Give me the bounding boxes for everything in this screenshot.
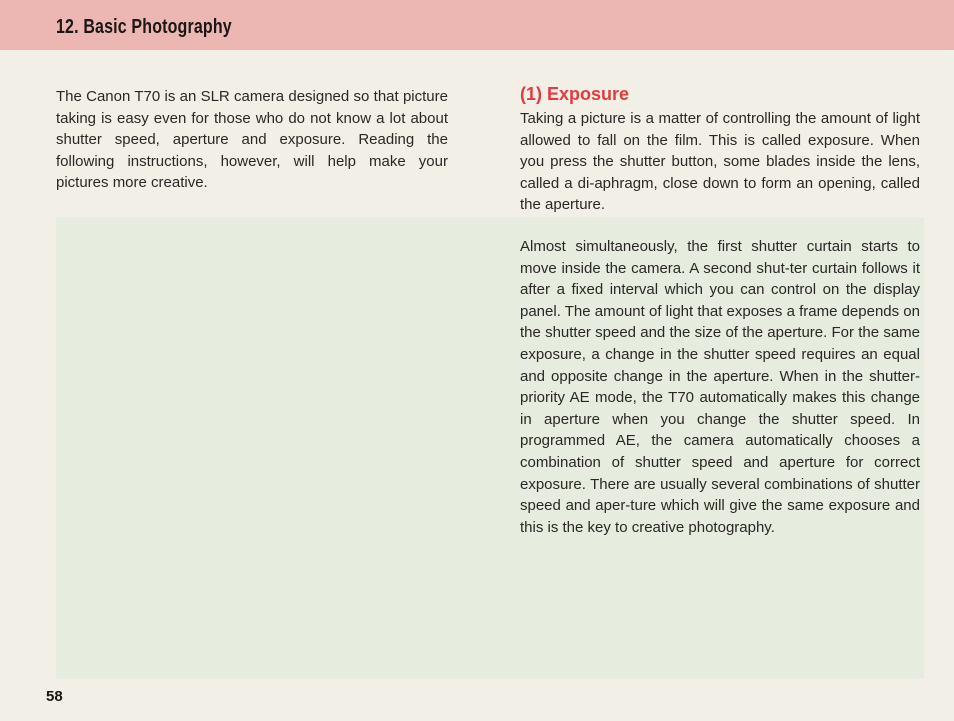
exposure-paragraph-1: Taking a picture is a matter of controlling the amount of light allowed to fall on the film. This is called exposure. When you press the shutter button, some blades inside the lens, called a di-aphragm, close down to form an opening, called the aperture. (520, 110, 920, 214)
chapter-title: 12. Basic Photography (56, 16, 232, 38)
section-heading: (1) Exposure (520, 84, 630, 104)
page-number: 58 (46, 688, 63, 705)
exposure-paragraph-2: Almost simultaneously, the first shutter curtain starts to move inside the camera. A second shut-ter curtain follows it after a fixed interval which you can control on the display panel. The amount of light that exposes a frame depends on the shutter speed and the size of the aperture. For the same exposure, a change in the shutter speed requires an equal and opposite change in the aperture. When in the shutter-priority AE mode, the T70 automatically makes this change in aperture when you change the shutter speed. In programmed AE, the camera automatically chooses a combination of shutter speed and aperture for correct exposure. There are usually several combinations of shutter speed and aper-ture which will give the same exposure and this is the key to creative photography. (520, 238, 920, 536)
intro-paragraph: The Canon T70 is an SLR camera designed so that picture taking is easy even for those who do not know a lot about shutter speed, aperture and exposure. Reading the following instructions, however, will help make your pictures more creative. (56, 88, 448, 191)
chapter-header-band (0, 0, 954, 50)
